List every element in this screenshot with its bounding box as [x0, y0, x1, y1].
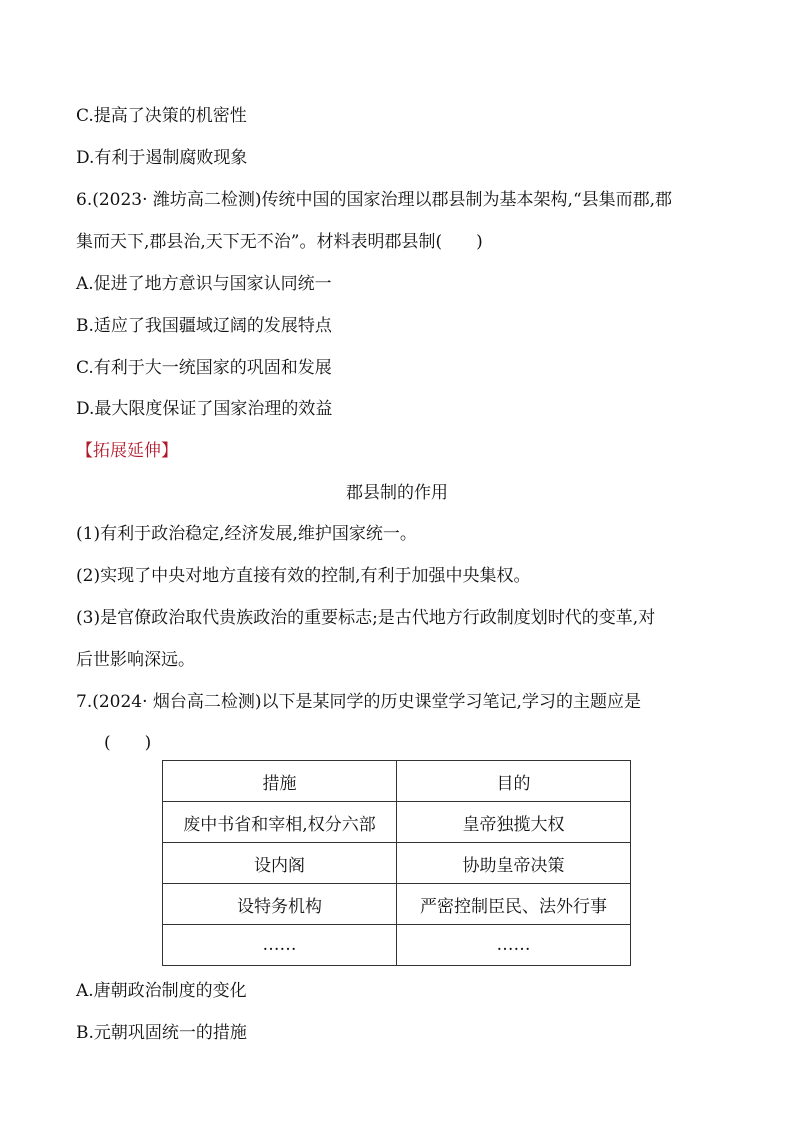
- table-row: [163, 925, 631, 966]
- extension-point-3-line1: (3)是官僚政治取代贵族政治的重要标志;是古代地方行政制度划时代的变革,对: [76, 608, 656, 628]
- q7-stem-line2: ( ): [104, 733, 152, 753]
- table-cell: 设内阁: [163, 843, 397, 884]
- q6-option-b: B.适应了我国疆域辽阔的发展特点: [76, 316, 332, 336]
- extension-point-2: (2)实现了中央对地方直接有效的控制,有利于加强中央集权。: [76, 566, 531, 586]
- q6-option-a: A.促进了地方意识与国家认同统一: [76, 274, 332, 294]
- table-cell: 设特务机构: [163, 884, 397, 925]
- extension-tag: 【拓展延伸】: [76, 441, 178, 461]
- q6-option-c: C.有利于大一统国家的巩固和发展: [76, 358, 332, 378]
- table-cell: 皇帝独揽大权: [397, 802, 631, 843]
- q7-option-b: B.元朝巩固统一的措施: [76, 1023, 247, 1043]
- table-header-row: [163, 761, 631, 802]
- table-cell: 严密控制臣民、法外行事: [397, 884, 631, 925]
- table-row: [163, 884, 631, 925]
- table-cell: 协助皇帝决策: [397, 843, 631, 884]
- table-header-cell: 目的: [397, 761, 631, 802]
- table-cell: ……: [397, 925, 631, 966]
- q5-option-d: D.有利于遏制腐败现象: [76, 148, 248, 168]
- q6-stem-line1: 6.(2023· 潍坊高二检测)传统中国的国家治理以郡县制为基本架构,“县集而郡,郡: [76, 190, 673, 210]
- table-header-cell: 措施: [163, 761, 397, 802]
- table-row: [163, 802, 631, 843]
- extension-point-3-line2: 后世影响深远。: [76, 650, 195, 670]
- q6-stem-line2: 集而天下,郡县治,天下无不治”。材料表明郡县制( ): [76, 232, 483, 252]
- q7-stem-line1: 7.(2024· 烟台高二检测)以下是某同学的历史课堂学习笔记,学习的主题应是: [76, 692, 641, 712]
- extension-title: 郡县制的作用: [346, 483, 448, 503]
- q6-option-d: D.最大限度保证了国家治理的效益: [76, 399, 333, 419]
- extension-point-1: (1)有利于政治稳定,经济发展,维护国家统一。: [76, 524, 417, 544]
- study-notes-table: [162, 760, 631, 966]
- q5-option-c: C.提高了决策的机密性: [76, 106, 247, 126]
- q7-option-a: A.唐朝政治制度的变化: [76, 981, 247, 1001]
- table-cell: 废中书省和宰相,权分六部: [163, 802, 397, 843]
- table-row: [163, 843, 631, 884]
- table-cell: ……: [163, 925, 397, 966]
